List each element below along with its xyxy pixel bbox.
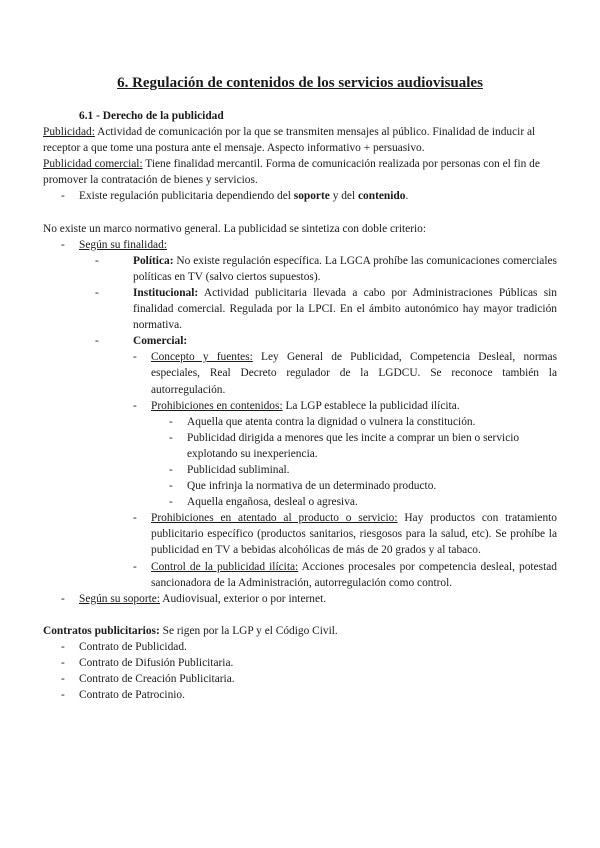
bullet-dash: - <box>61 238 65 251</box>
list-item-soporte <box>43 591 557 607</box>
list-item-prohibiciones-contenidos <box>43 398 557 414</box>
bullet-dash: - <box>169 415 173 428</box>
list-item-prohibiciones-producto <box>43 510 557 558</box>
paragraph-gap <box>43 205 557 221</box>
list-item-term: Control de la publicidad ilícita: <box>151 560 299 573</box>
list-item <box>43 687 557 703</box>
list-item-institucional <box>43 285 557 333</box>
list-item-finalidad <box>43 237 557 253</box>
list-item-text: Publicidad dirigida a menores que les incite a comprar un bien o servicio explotando su inexperiencia. <box>187 431 520 460</box>
bold-term-contenido: contenido <box>358 190 406 203</box>
bullet-dash: - <box>169 480 173 493</box>
definition-publicidad <box>43 124 557 156</box>
list-item-term: Según su soporte: <box>79 592 160 605</box>
definition-publicidad-comercial <box>43 156 557 188</box>
list-item-text: Existe regulación publicitaria dependiendo del <box>79 190 294 203</box>
bullet-dash: - <box>95 335 99 348</box>
list-item-regulacion <box>43 188 557 204</box>
list-item-text: Contrato de Publicidad. <box>79 640 187 653</box>
bullet-dash: - <box>61 673 65 686</box>
list-item-text: Hay productos con tratamiento publicitario específico (productos sanitarios, riesgosos para la salud, etc). Se prohíbe la publicidad en TV a bebidas alcohólicas de más de 20 grados y al tabaco. <box>151 512 557 557</box>
list-item-term: Institucional: <box>133 286 199 299</box>
list-item <box>43 671 557 687</box>
list-item-term: Política: <box>133 254 174 267</box>
page-title: 6. Regulación de contenidos de los servicios audiovisuales <box>117 75 483 91</box>
bullet-dash: - <box>133 351 137 364</box>
bullet-dash: - <box>133 560 137 573</box>
list-item-text: Audiovisual, exterior o por internet. <box>160 592 327 605</box>
document-body <box>43 108 557 703</box>
bullet-dash: - <box>61 657 65 669</box>
bold-term-soporte: soporte <box>293 190 330 203</box>
definition-term: Publicidad: <box>43 126 95 139</box>
list-item-term: Concepto y fuentes: <box>151 351 253 364</box>
bullet-dash: - <box>133 512 137 525</box>
bullet-dash: - <box>95 254 99 267</box>
list-item-text: Que infrinja la normativa de un determinado producto. <box>187 480 437 493</box>
list-item-comercial <box>43 333 557 349</box>
bullet-dash: - <box>133 399 137 412</box>
list-item-term: Comercial: <box>133 335 188 348</box>
list-item-control-ilicita <box>43 559 557 591</box>
intro-paragraph: No existe un marco normativo general. La publicidad se sintetiza con doble criterio: <box>43 222 427 235</box>
list-item-term: Prohibiciones en atentado al producto o servicio: <box>151 512 398 525</box>
bullet-dash: - <box>169 463 173 476</box>
list-item <box>43 478 557 494</box>
list-item-text: La LGP establece la publicidad ilícita. <box>282 399 460 412</box>
bullet-dash: - <box>169 431 173 444</box>
bullet-dash: - <box>61 689 65 702</box>
list-item-text: y del <box>329 190 358 203</box>
list-item <box>43 430 557 462</box>
list-item-text: No existe regulación específica. La LGCA prohíbe las comunicaciones comerciales políticas en TV (salvo ciertos supuestos). <box>133 254 557 283</box>
bullet-dash: - <box>169 496 173 509</box>
list-item-text: Aquella que atenta contra la dignidad o vulnera la constitución. <box>187 415 476 428</box>
contratos-heading <box>43 623 557 639</box>
contratos-term: Contratos publicitarios: <box>43 624 160 637</box>
list-item-text: . <box>405 190 409 203</box>
list-item <box>43 655 557 671</box>
definition-text: Actividad de comunicación por la que se transmiten mensajes al público. Finalidad de inducir al receptor a que tome una postura ante el mensaje. Aspecto informativo + persuasivo. <box>43 126 536 155</box>
list-item-label: Según su finalidad: <box>79 238 167 251</box>
list-item-text: Contrato de Creación Publicitaria. <box>79 673 235 686</box>
bullet-dash: - <box>61 190 65 203</box>
list-item-term: Prohibiciones en contenidos: <box>151 399 283 412</box>
list-item <box>43 462 557 478</box>
list-item-concepto-fuentes <box>43 349 557 397</box>
list-item-text: Acciones procesales por competencia desleal, potestad sancionadora de la Administración, autorregulación como control. <box>151 560 557 589</box>
bullet-dash: - <box>61 592 65 605</box>
contratos-text: Se rigen por la LGP y el Código Civil. <box>159 624 338 637</box>
list-item <box>43 414 557 430</box>
list-item-text: Aquella engañosa, desleal o agresiva. <box>187 496 358 509</box>
definition-text: Tiene finalidad mercantil. Forma de comunicación realizada por personas con el fin de promover la contratación de bienes y servicios. <box>43 158 540 187</box>
paragraph-gap <box>43 607 557 623</box>
bullet-dash: - <box>61 640 65 653</box>
list-item-text: Contrato de Patrocinio. <box>79 689 185 702</box>
list-item <box>43 494 557 510</box>
definition-term: Publicidad comercial: <box>43 158 143 171</box>
list-item-text: Actividad publicitaria llevada a cabo por Administraciones Públicas sin finalidad comercial. Regulada por la LPCI. En el ámbito autonómico hay mayor tradición normativa. <box>133 286 557 332</box>
list-item-politica <box>43 253 557 285</box>
section-subtitle: 6.1 - Derecho de la publicidad <box>79 110 224 122</box>
list-item <box>43 639 557 655</box>
list-item-text: Publicidad subliminal. <box>187 463 290 476</box>
list-item-text: Ley General de Publicidad, Competencia Desleal, normas especiales, Real Decreto regulador de la LGDCU. Se reconoce también la autorregulación. <box>151 351 557 396</box>
bullet-dash: - <box>95 286 99 299</box>
list-item-text: Contrato de Difusión Publicitaria. <box>79 657 234 669</box>
